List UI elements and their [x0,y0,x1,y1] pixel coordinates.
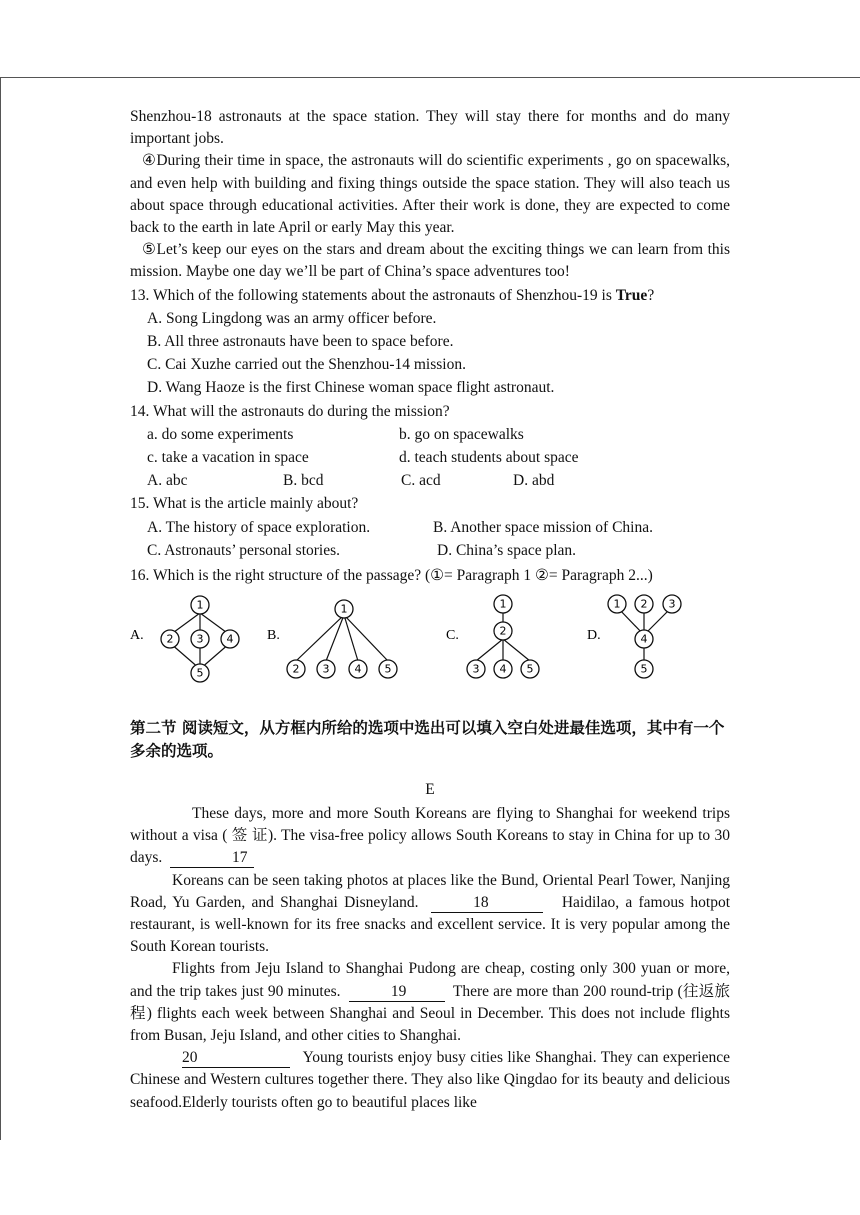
exam-page [130,106,730,1114]
q15-option-c: C. Astronauts’ personal stories. [147,541,341,559]
diagram-c-node-4 [494,660,512,678]
q13-option-c: C. Cai Xuzhe carried out the Shenzhou-14 mission. [147,356,466,374]
svg-text:4: 4 [226,632,234,646]
q13-option-d: D. Wang Haoze is the first Chinese woman space flight astronaut. [147,379,555,397]
diagram-b-node-1 [335,600,353,618]
q14-item-a: a. do some experiments [147,425,294,443]
diagram-a-node-3 [191,630,209,648]
diagram-c-node-2 [494,622,512,640]
passage-e-p1-text: These days, more and more South Koreans are flying to Shanghai for weekend trips without a visa ( 签 证). The visa-free policy allows South Koreans to stay in China for up to 30 days. [130,804,730,867]
svg-text:2: 2 [292,662,300,676]
q14-item-d: d. teach students about space [399,449,579,467]
q14-item-b: b. go on spacewalks [399,425,524,443]
blank-19: 19 [349,983,445,1002]
q16-diagram-svg [120,593,740,713]
svg-text:5: 5 [384,662,392,676]
diagram-b-label: B. [267,628,280,644]
diagram-b-node-2 [287,660,305,678]
question-14-stem: 14. What will the astronauts do during the mission? [130,402,450,420]
q14-option-a: A. abc [147,472,188,490]
diagram-a-node-2 [161,630,179,648]
question-15-stem: 15. What is the article mainly about? [130,495,359,513]
svg-text:4: 4 [354,662,362,676]
q15-options-row-2 [130,539,730,562]
page-top-border [0,77,860,78]
q13-stem-text: 13. Which of the following statements about the astronauts of Shenzhou-19 is [130,286,616,304]
diagram-a-node-4 [221,630,239,648]
diagram-c-label: C. [446,628,459,644]
q14-option-d: D. abd [513,472,555,490]
page-left-border [0,77,1,1140]
diagram-b-node-4 [349,660,367,678]
svg-text:5: 5 [196,666,204,680]
svg-text:1: 1 [499,597,507,611]
passage-e-paragraph-3 [130,958,730,1047]
svg-text:3: 3 [668,597,676,611]
q13-option-a: A. Song Lingdong was an army officer before. [147,309,437,327]
passage-e-paragraph-4 [130,1047,730,1114]
diagram-d-node-3 [663,595,681,613]
q13-stem-bold: True [615,286,648,304]
diagram-d-node-5 [635,660,653,678]
passage-letter: E [425,780,435,798]
diagram-a-label: A. [130,628,144,644]
question-16-stem: 16. Which is the right structure of the passage? (①= Paragraph 1 ②= Paragraph 2...) [130,567,653,585]
q13-option-b: B. All three astronauts have been to space before. [147,333,454,351]
diagram-a-node-1 [191,596,209,614]
svg-text:2: 2 [166,632,174,646]
q14-option-b: B. bcd [283,472,324,490]
q14-items-row-1 [130,423,730,446]
svg-text:3: 3 [322,662,330,676]
diagram-c-node-3 [467,660,485,678]
svg-text:2: 2 [640,597,648,611]
svg-text:5: 5 [526,662,534,676]
svg-text:5: 5 [640,662,648,676]
passage-e-paragraph-1 [130,803,730,870]
diagram-d-node-1 [608,595,626,613]
svg-text:3: 3 [472,662,480,676]
svg-text:3: 3 [196,632,204,646]
svg-text:1: 1 [613,597,621,611]
svg-text:1: 1 [196,598,204,612]
q15-options-row-1 [130,516,730,539]
section-2-title: 第二节 阅读短文，从方框内所给的选项中选出可以填入空白处进最佳选项，其中有一个多余的选项。 [130,719,725,761]
svg-text:4: 4 [640,632,648,646]
blank-20: 20 [182,1049,290,1068]
q15-option-d: D. China’s space plan. [437,541,577,559]
passage-e-p3a-text: Flights from Jeju Island to Shanghai Pudong are cheap, costing only 300 yuan or more, and the trip takes just 90 minutes. [130,960,730,1000]
q14-options-row [130,469,730,492]
blank-18: 18 [431,894,543,913]
diagram-c-node-1 [494,595,512,613]
passage-e-p4-text: Young tourists enjoy busy cities like Shanghai. They can experience Chinese and Western cultures together there. They also like Qingdao for its beauty and delicious seafood.Elderly tourists often go to beautiful places like [130,1049,730,1111]
diagram-d-label: D. [587,628,601,644]
svg-text:4: 4 [499,662,507,676]
q14-items-row-2 [130,446,730,469]
passage-e-p3b-text: There are more than 200 round-trip (往返旅程) flights each week between Shanghai and Seoul in December. This does not include flights from Busan, Jeju Island, and other cities to Shanghai. [130,982,731,1044]
diagram-c-node-5 [521,660,539,678]
q14-item-c: c. take a vacation in space [147,449,309,467]
diagram-b-node-5 [379,660,397,678]
diagram-d-node-4 [635,630,653,648]
diagram-d-node-2 [635,595,653,613]
passage-e-p2a-text: Koreans can be seen taking photos at places like the Bund, Oriental Pearl Tower, Nanjing Road, Yu Garden, and Shanghai Disneyland. [130,871,730,911]
svg-text:2: 2 [499,624,507,638]
q16-structure-diagrams [130,593,730,713]
passage-paragraph-5: ⑤Let’s keep our eyes on the stars and dream about the exciting things we can learn from this mission. Maybe one day we’ll be part of China’s space adventures too! [130,241,730,281]
diagram-a-node-5 [191,664,209,682]
q15-option-b: B. Another space mission of China. [433,518,653,536]
q13-stem-end: ? [647,286,655,304]
blank-17: 17 [170,849,254,868]
passage-paragraph-3-end: Shenzhou-18 astronauts at the space station. They will stay there for months and do many important jobs. [130,108,730,148]
question-13-stem [130,285,730,307]
passage-e-p2b-text: Haidilao, a famous hotpot restaurant, is well-known for its free snacks and excellent service. It is very popular among the South Korean tourists. [130,893,731,956]
svg-text:1: 1 [340,602,348,616]
diagram-b-node-3 [317,660,335,678]
q14-option-c: C. acd [401,472,441,490]
passage-e-paragraph-2 [130,870,730,959]
passage-paragraph-4: ④During their time in space, the astronauts will do scientific experiments , go on spacewalks, and even help with building and fixing things outside the space station. They will also teach us about space through educational activities. After their work is done, they are expected to come back to the earth in late April or early May this year. [130,152,730,237]
q15-option-a: A. The history of space exploration. [147,518,371,536]
